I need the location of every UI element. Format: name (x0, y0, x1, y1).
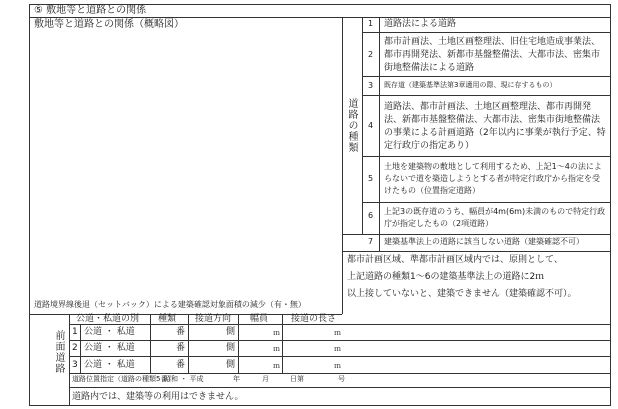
section-title: ⑤ 敷地等と道路との関係 (34, 5, 147, 16)
header-width: 幅員 (250, 314, 269, 324)
frontage-row-divider-4 (69, 387, 611, 388)
road-type-num-6: 6 (368, 211, 374, 220)
designation-number[interactable]: 号 (338, 375, 345, 383)
road-type-text-3: 既存道（建築基準法第3章適用の際、現に存するもの） (384, 81, 557, 89)
frontage-header-divider (69, 324, 611, 325)
header-ownership: 公道・私道の別 (76, 314, 140, 324)
type-unit[interactable]: 番 (176, 360, 186, 370)
frontage-row-num: 3 (72, 360, 78, 370)
road-type-num-5: 5 (368, 174, 374, 183)
frontage-width-divider (282, 314, 283, 373)
width-unit[interactable]: ｍ (273, 345, 280, 353)
frontage-side-label: 前面道路 (53, 330, 64, 374)
road-type-num-4: 4 (368, 121, 374, 130)
road-type-num-7: 7 (368, 237, 374, 246)
header-direction: 接道方向 (195, 314, 232, 324)
frontage-row-divider-2 (69, 356, 611, 357)
row-divider-1 (362, 32, 611, 33)
road-type-text-2: 都市計画法、土地区画整理法、旧住宅地造成事業法、都市再開発法、新都市基盤整備法、大都市法、密集市街地整備法による道路 (384, 37, 601, 73)
frontage-row-divider-3 (69, 373, 611, 374)
notice-line-2: 上記道路の種類1～6の建築基準法上の道路に2ｍ (347, 272, 545, 282)
row-divider-3 (362, 95, 611, 96)
row-divider-7 (342, 251, 611, 252)
ownership-choice[interactable]: 公道 ・ 私道 (84, 327, 135, 337)
row-divider-4 (362, 156, 611, 157)
notice-line-1: 都市計画区域、準都市計画区域内では、原則として、 (347, 255, 563, 265)
frontage-row-num: 2 (72, 343, 78, 353)
frontage-own-divider (150, 314, 151, 373)
title-divider (29, 17, 611, 18)
designation-day[interactable]: 日第 (290, 375, 304, 383)
road-type-text-5: 土地を建築物の敷地として利用するため、上記1～4の法によらないで道を築造しようとする者が特定行政庁から指定を受けたもの（位置指定道路） (384, 162, 602, 195)
length-unit[interactable]: ｍ (334, 362, 341, 370)
road-type-text-1: 道路法による道路 (384, 19, 457, 29)
road-type-text-7: 建築基準法上の道路に該当しない道路（建築確認不可） (384, 237, 584, 246)
frontage-num-divider (80, 324, 81, 373)
road-type-text-4: 道路法、都市計画法、土地区画整理法、都市再開発法、新都市基盤整備法、大都市法、密集市街地整備法の事業による計画道路（2年以内に事業が執行予定、特定行政庁の指定あり） (384, 102, 606, 151)
type-unit[interactable]: 番 (176, 343, 186, 353)
direction-unit[interactable]: 側 (226, 343, 236, 353)
row-divider-5 (362, 202, 611, 203)
num-col-divider (379, 17, 380, 251)
setback-text[interactable]: 道路境界線後退（セットバック）による建築確認対象面積の減少（有・無） (34, 300, 306, 309)
road-type-num-1: 1 (368, 19, 374, 28)
direction-unit[interactable]: 側 (226, 360, 236, 370)
header-type: 種類 (158, 314, 177, 324)
sketch-label: 敷地等と道路との関係（概略図） (34, 19, 184, 30)
frontage-side-divider (69, 314, 70, 406)
row-divider-2 (362, 76, 611, 77)
designation-label: 道路位置指定（道路の種類5番） (72, 375, 175, 383)
frontage-type-divider (188, 314, 189, 373)
ownership-choice[interactable]: 公道 ・ 私道 (84, 343, 135, 353)
road-types-heading: 道路の種類 (346, 98, 357, 153)
ownership-choice[interactable]: 公道 ・ 私道 (84, 360, 135, 370)
width-unit[interactable]: ｍ (273, 362, 280, 370)
length-unit[interactable]: ｍ (334, 329, 341, 337)
row-divider-6 (342, 234, 611, 235)
designation-year[interactable]: 年 (233, 375, 240, 383)
header-length: 接道の長さ (291, 314, 337, 324)
length-unit[interactable]: ｍ (334, 345, 341, 353)
road-type-text-6: 上記3の既存道のうち、幅員が4m(6m)未満のもので特定行政庁が指定したもの（2項道路） (384, 207, 606, 228)
designation-month[interactable]: 月 (262, 375, 269, 383)
road-type-num-2: 2 (368, 50, 374, 59)
frontage-row-num: 1 (72, 327, 78, 337)
road-type-num-3: 3 (368, 81, 374, 90)
designation-era[interactable]: 昭和 ・ 平成 (164, 375, 204, 383)
direction-unit[interactable]: 側 (226, 327, 236, 337)
type-unit[interactable]: 番 (176, 327, 186, 337)
width-unit[interactable]: ｍ (273, 329, 280, 337)
frontage-dir-divider (238, 314, 239, 373)
notice-line-3: 以上接していないと、建築できません（建築確認不可）。 (347, 289, 577, 299)
main-vertical-divider (342, 17, 343, 314)
frontage-footer: 道路内では、建築等の利用はできません。 (72, 392, 244, 402)
frontage-row-divider-1 (69, 340, 611, 341)
sketch-area[interactable] (30, 32, 342, 297)
